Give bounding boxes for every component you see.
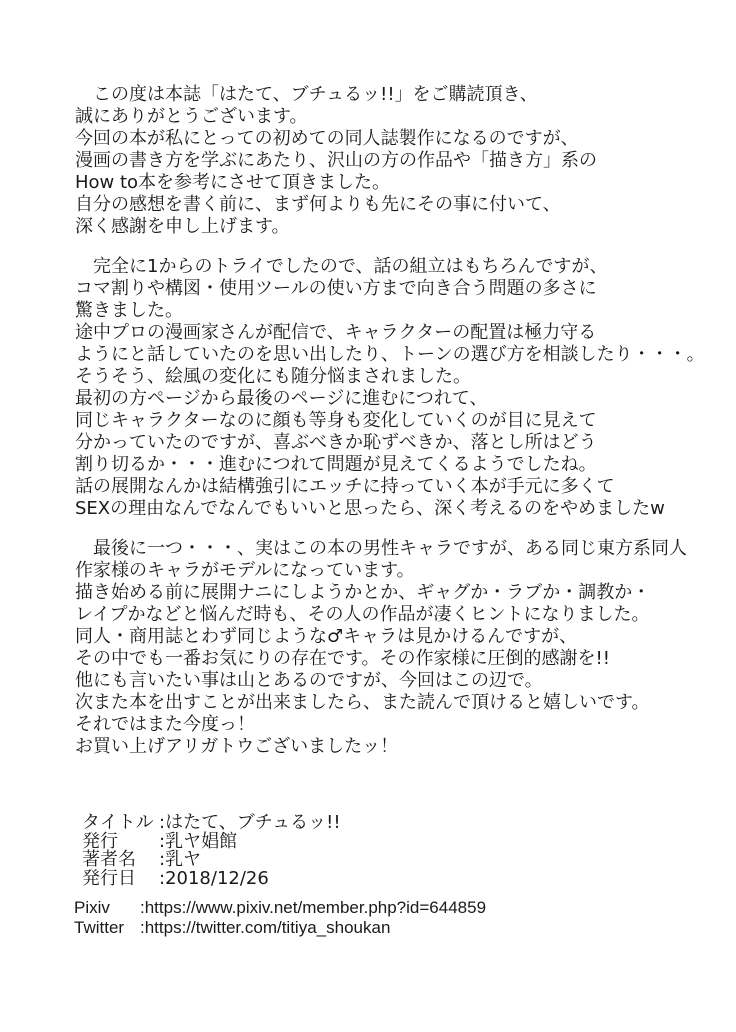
colophon-label: タイトル bbox=[82, 812, 154, 833]
text-line: 深く感謝を申し上げます。 bbox=[75, 216, 290, 237]
afterword-text bbox=[75, 84, 705, 758]
colophon-label: 発行日 bbox=[82, 867, 136, 889]
twitter-url: :https://twitter.com/titiya_shoukan bbox=[140, 918, 391, 937]
afterword-paragraph-2 bbox=[75, 256, 705, 520]
text-line: 作家様のキャラがモデルになっています。 bbox=[75, 560, 415, 581]
text-line: 話の展開なんかは結構強引にエッチに持っていく本が手元に多くて bbox=[75, 476, 615, 497]
text-line: ようにと話していたのを思い出したり、トーンの選び方を相談したり・・・。 bbox=[75, 344, 705, 365]
colophon-value: :乳ヤ娼館 bbox=[159, 830, 238, 852]
colophon bbox=[82, 814, 341, 888]
link-row-pixiv bbox=[74, 898, 486, 918]
colophon-row-title bbox=[82, 814, 341, 833]
text-line: 誠にありがとうございます。 bbox=[75, 106, 308, 127]
twitter-label: Twitter bbox=[74, 918, 125, 937]
text-line: 自分の感想を書く前に、まず何よりも先にその事に付いて、 bbox=[75, 194, 561, 215]
afterword-paragraph-1 bbox=[75, 84, 705, 238]
afterword-paragraph-3 bbox=[75, 538, 705, 758]
text-line: 今回の本が私にとっての初めての同人誌製作になるのですが、 bbox=[75, 128, 579, 149]
text-line: コマ割りや構図・使用ツールの使い方まで向き合う問題の多さに bbox=[75, 278, 597, 299]
colophon-row-author bbox=[82, 851, 341, 870]
text-line: 最後に一つ・・・、実はこの本の男性キャラですが、ある同じ東方系同人 bbox=[75, 538, 687, 559]
colophon-label: 著者名 bbox=[82, 849, 136, 870]
colophon-row-date bbox=[82, 867, 341, 889]
text-line: 他にも言いたい事は山とあるのですが、今回はこの辺で。 bbox=[75, 670, 543, 691]
text-line: 割り切るか・・・進むにつれて問題が見えてくるようでしたね。 bbox=[75, 454, 597, 475]
text-line: レイプかなどと悩んだ時も、その人の作品が凄くヒントになりました。 bbox=[75, 604, 650, 625]
text-line: How to本を参考にさせて頂きました。 bbox=[75, 172, 391, 193]
text-line: 完全に1からのトライでしたので、話の組立はもちろんですが、 bbox=[75, 256, 608, 277]
external-links bbox=[74, 898, 486, 938]
text-line: その中でも一番お気にりの存在です。その作家様に圧倒的感謝を!! bbox=[75, 648, 610, 669]
text-line: 漫画の書き方を学ぶにあたり、沢山の方の作品や「描き方」系の bbox=[75, 150, 597, 171]
text-line: そうそう、絵風の変化にも随分悩まされました。 bbox=[75, 366, 471, 387]
colophon-value: :乳ヤ bbox=[159, 849, 202, 870]
text-line: 同じキャラクターなのに顔も等身も変化していくのが目に見えて bbox=[75, 410, 597, 431]
pixiv-url: :https://www.pixiv.net/member.php?id=644859 bbox=[140, 898, 487, 917]
text-line: 途中プロの漫画家さんが配信で、キャラクターの配置は極力守る bbox=[75, 322, 597, 343]
link-row-twitter bbox=[74, 918, 486, 938]
pixiv-label: Pixiv bbox=[74, 898, 110, 917]
text-line: SEXの理由なんでなんでもいいと思ったら、深く考えるのをやめましたw bbox=[75, 498, 665, 519]
text-line: 驚きました。 bbox=[75, 300, 183, 321]
colophon-value: :はたて、ブチュるッ!! bbox=[159, 812, 341, 833]
text-line: お買い上げアリガトウございましたッ！ bbox=[75, 736, 399, 757]
text-line: それではまた今度っ！ bbox=[75, 714, 255, 735]
text-line: 最初の方ページから最後のページに進むにつれて、 bbox=[75, 388, 488, 409]
text-line: 同人・商用誌とわず同じような♂キャラは見かけるんですが、 bbox=[75, 626, 578, 647]
text-line: この度は本誌「はたて、ブチュるッ!!」をご購読頂き、 bbox=[75, 84, 538, 105]
text-line: 分かっていたのですが、喜ぶべきか恥ずべきか、落とし所はどう bbox=[75, 432, 597, 453]
colophon-label: 発行 bbox=[82, 830, 118, 852]
text-line: 次また本を出すことが出来ましたら、また読んで頂けると嬉しいです。 bbox=[75, 692, 650, 713]
colophon-value: :2018/12/26 bbox=[159, 867, 269, 889]
text-line: 描き始める前に展開ナニにしようかとか、ギャグか・ラブか・調教か・ bbox=[75, 582, 651, 603]
